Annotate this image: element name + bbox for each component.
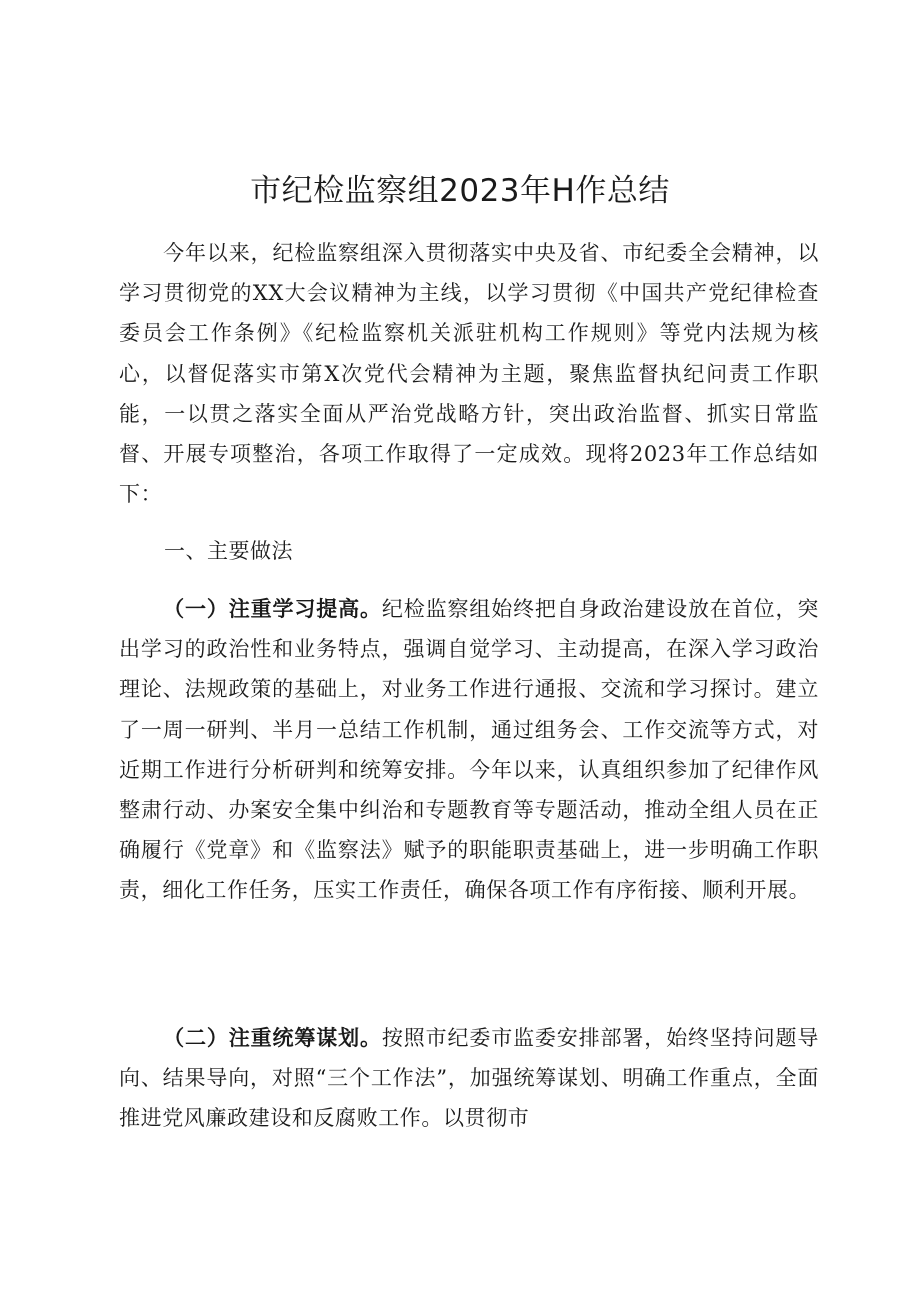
intro-paragraph: 今年以来，纪检监察组深入贯彻落实中央及省、市纪委全会精神，以学习贯彻党的XX大会议精神为主线，以学习贯彻《中国共产党纪律检查委员会工作条例》《纪检监察机关派驻机构工作规则》等党内法规为核心，以督促落实市第X次党代会精神为主题，聚焦监督执纪问责工作职能，一以贯之落实全面从严治党战略方针，突出政治监督、抓实日常监督、开展专项整治，各项工作取得了一定成效。现将2023年工作总结如下： — [119, 241, 819, 507]
document-title: 市纪检监察组2023年H作总结 — [250, 173, 670, 209]
section-heading-main-practices: 一、主要做法 — [164, 539, 293, 563]
item-lead-planning: （二）注重统筹谋划。 — [163, 1026, 382, 1050]
item-paragraph-study — [119, 589, 819, 911]
item-body-study: 纪检监察组始终把自身政治建设放在首位，突出学习的政治性和业务特点，强调自觉学习、主动提高，在深入学习政治理论、法规政策的基础上，对业务工作进行通报、交流和学习探讨。建立了一周一研判、半月一总结工作机制，通过组务会、工作交流等方式，对近期工作进行分析研判和统筹安排。今年以来，认真组织参加了纪律作风整肃行动、办案安全集中纠治和专题教育等专题活动，推动全组人员在正确履行《党章》和《监察法》赋予的职能职责基础上，进一步明确工作职责，细化工作任务，压实工作责任，确保各项工作有序衔接、顺利开展。 — [119, 597, 820, 903]
item-paragraph-planning — [119, 1018, 819, 1139]
item-lead-study: （一）注重学习提高。 — [163, 597, 382, 621]
item-body-planning: 按照市纪委市监委安排部署，始终坚持问题导向、结果导向，对照“三个工作法”，加强统筹谋划、明确工作重点，全面推进党风廉政建设和反腐败工作。以贯彻市 — [119, 1026, 820, 1131]
